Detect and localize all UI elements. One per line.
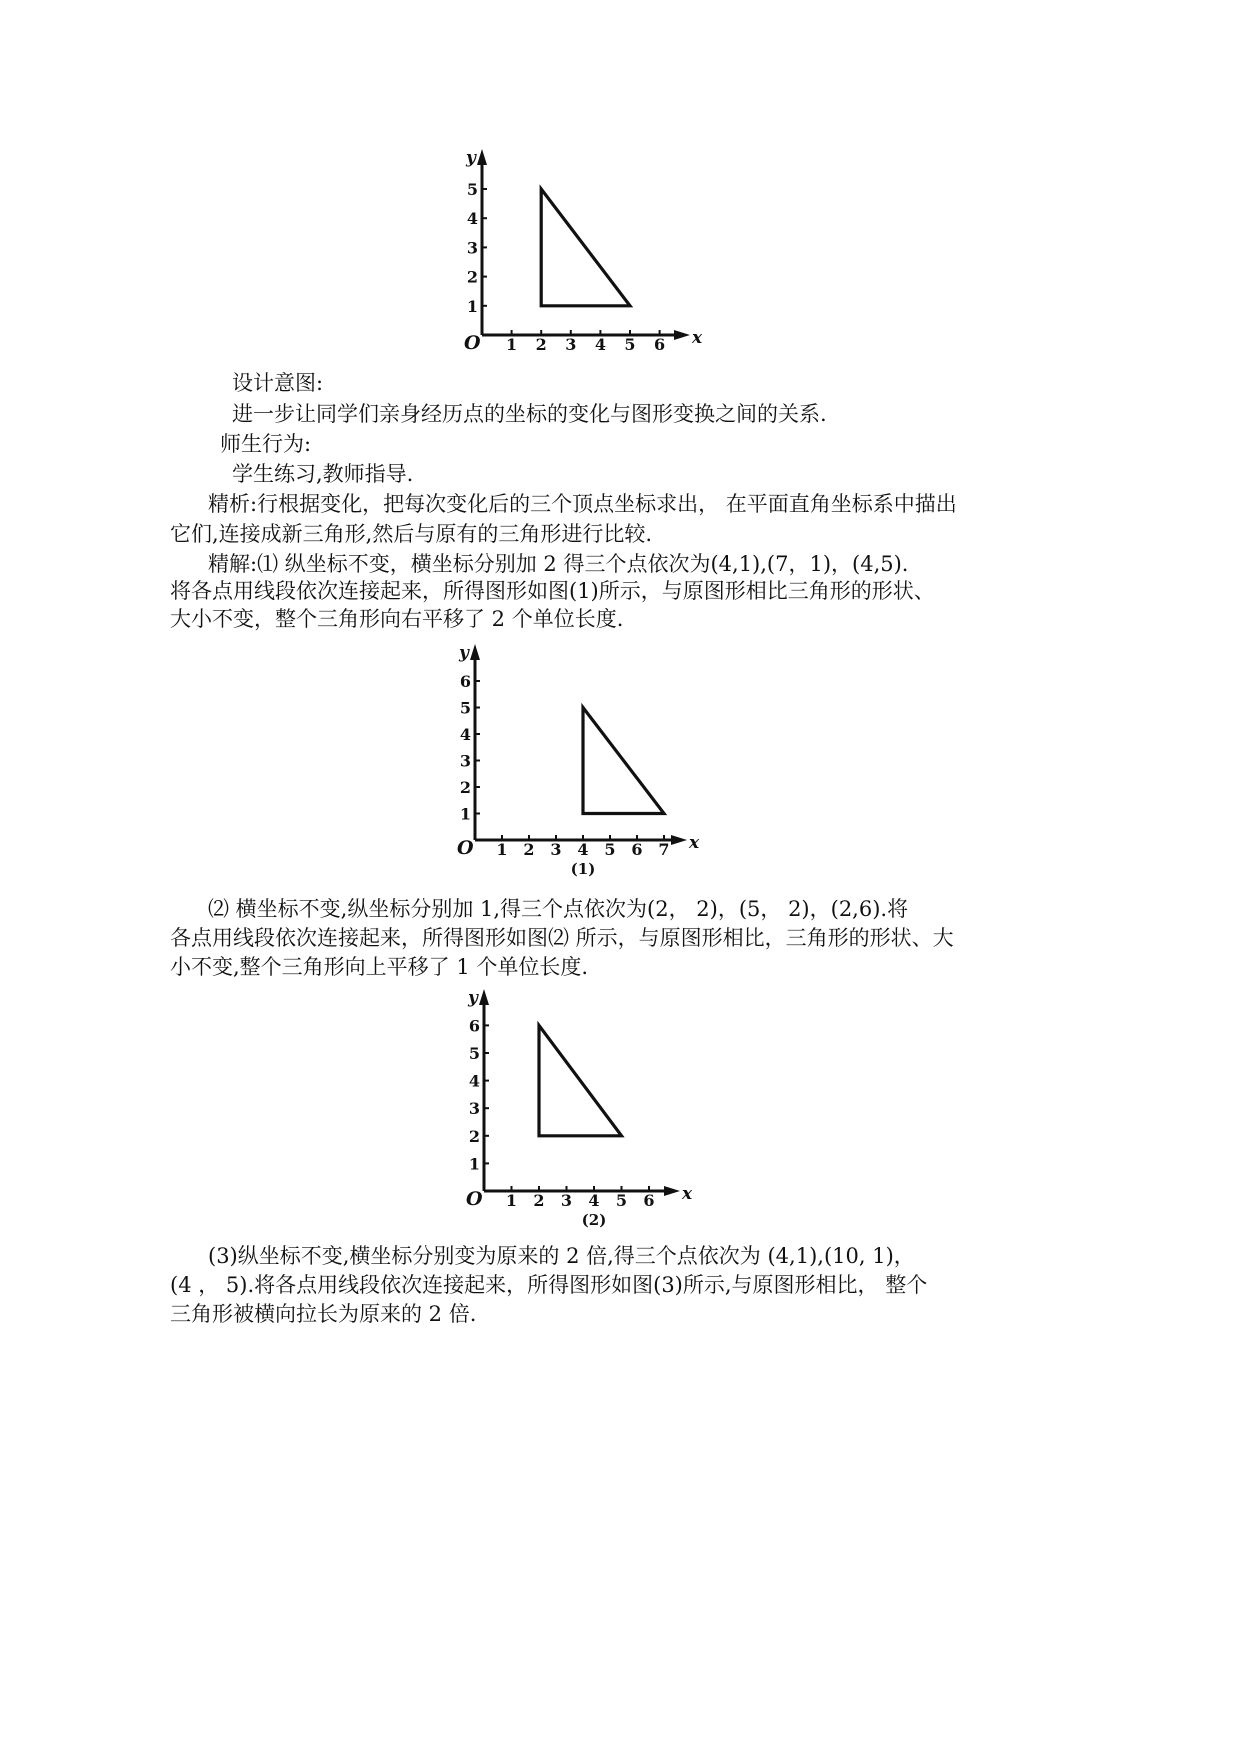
x-tick-label: 6 [643,1191,655,1210]
y-tick-label: 1 [459,804,471,824]
design-intent-label: 设计意图: [232,371,324,395]
x-tick-label: 3 [560,1191,573,1210]
x-tick-label: 4 [577,840,589,859]
y-axis-arrow [470,644,480,660]
solution-1-line-1: 精解:⑴ 纵坐标不变，横坐标分别加 2 得三个点依次为(4,1),(7，1)，(4,5). [208,552,909,576]
x-tick-label: 5 [624,335,636,354]
figure-original [460,145,703,365]
figure-1 [455,640,705,885]
x-axis-label: x [682,1184,693,1204]
x-axis-arrow [674,330,690,340]
y-axis-arrow [479,989,489,1005]
solution-3-line-2: (4 ， 5).将各点用线段依次连接起来，所得图形如图(3)所示,与原图形相比， 整个 [170,1273,928,1297]
y-tick-label: 1 [468,1154,480,1174]
x-tick-label: 5 [604,840,616,859]
x-tick-label: 6 [654,335,666,354]
y-tick-label: 5 [466,180,478,199]
origin-label: O [457,837,474,859]
solution-2-line-3: 小不变,整个三角形向上平移了 1 个单位长度. [170,955,589,979]
y-tick-label: 5 [468,1044,480,1063]
y-axis-arrow [477,149,487,165]
origin-label: O [466,1188,483,1210]
triangle-shape [583,708,664,814]
y-tick-label: 3 [468,1099,480,1119]
solution-1-line-3: 大小不变，整个三角形向右平移了 2 个单位长度. [170,607,624,631]
solution-2-line-2: 各点用线段依次连接起来，所得图形如图⑵ 所示，与原图形相比，三角形的形状、大 [170,926,954,950]
y-tick-label: 1 [466,296,478,316]
x-tick-label: 3 [550,840,562,859]
analysis-line-1: 精析:行根据变化，把每次变化后的三个顶点坐标求出， 在平面直角坐标系中描出 [208,492,957,516]
solution-1-line-2: 将各点用线段依次连接起来，所得图形如图(1)所示，与原图形相比三角形的形状、 [170,579,935,603]
figure-caption: (2) [581,1211,607,1229]
design-intent-text: 进一步让同学们亲身经历点的坐标的变化与图形变换之间的关系. [232,402,827,426]
x-axis-label: x [689,833,700,853]
y-tick-label: 6 [468,1016,480,1036]
x-tick-label: 2 [535,335,547,354]
y-tick-label: 2 [466,267,478,287]
x-tick-label: 2 [533,1191,545,1210]
y-tick-label: 4 [468,1071,480,1091]
y-tick-label: 3 [459,751,471,771]
analysis-line-2: 它们,连接成新三角形,然后与原有的三角形进行比较. [170,522,653,546]
solution-3-line-1: (3)纵坐标不变,横坐标分别变为原来的 2 倍,得三个点依次为 (4,1),(10, 1)， [208,1244,915,1268]
y-tick-label: 2 [459,778,471,797]
y-axis-label: y [459,643,469,663]
x-tick-label: 6 [631,840,643,859]
solution-2-line-1: ⑵ 横坐标不变,纵坐标分别加 1,得三个点依次为(2， 2)，(5， 2)，(2,6).将 [208,897,909,921]
x-tick-label: 1 [496,840,508,859]
y-axis-label: y [466,148,476,168]
triangle-shape [541,189,630,306]
figure-2 [458,985,698,1230]
x-tick-label: 3 [565,335,577,354]
triangle-shape [539,1025,622,1135]
x-tick-label: 7 [658,840,670,859]
figure-caption: (1) [570,860,596,878]
origin-label: O [464,332,481,354]
x-axis-arrow [671,835,687,845]
x-tick-label: 2 [523,840,535,859]
y-tick-label: 5 [459,698,471,718]
y-tick-label: 3 [466,238,478,258]
x-tick-label: 5 [615,1191,628,1210]
x-axis-label: x [692,328,703,348]
x-tick-label: 1 [506,335,518,354]
x-tick-label: 1 [505,1191,518,1210]
x-axis-arrow [664,1186,680,1196]
behavior-text: 学生练习,教师指导. [232,462,414,486]
y-axis-label: y [468,988,478,1008]
solution-3-line-3: 三角形被横向拉长为原来的 2 倍. [170,1302,477,1326]
y-tick-label: 4 [459,725,471,744]
y-tick-label: 4 [466,209,478,229]
y-tick-label: 6 [459,672,471,691]
x-tick-label: 4 [594,335,606,354]
x-tick-label: 4 [588,1191,600,1210]
behavior-label: 师生行为: [220,432,312,456]
y-tick-label: 2 [468,1126,480,1146]
